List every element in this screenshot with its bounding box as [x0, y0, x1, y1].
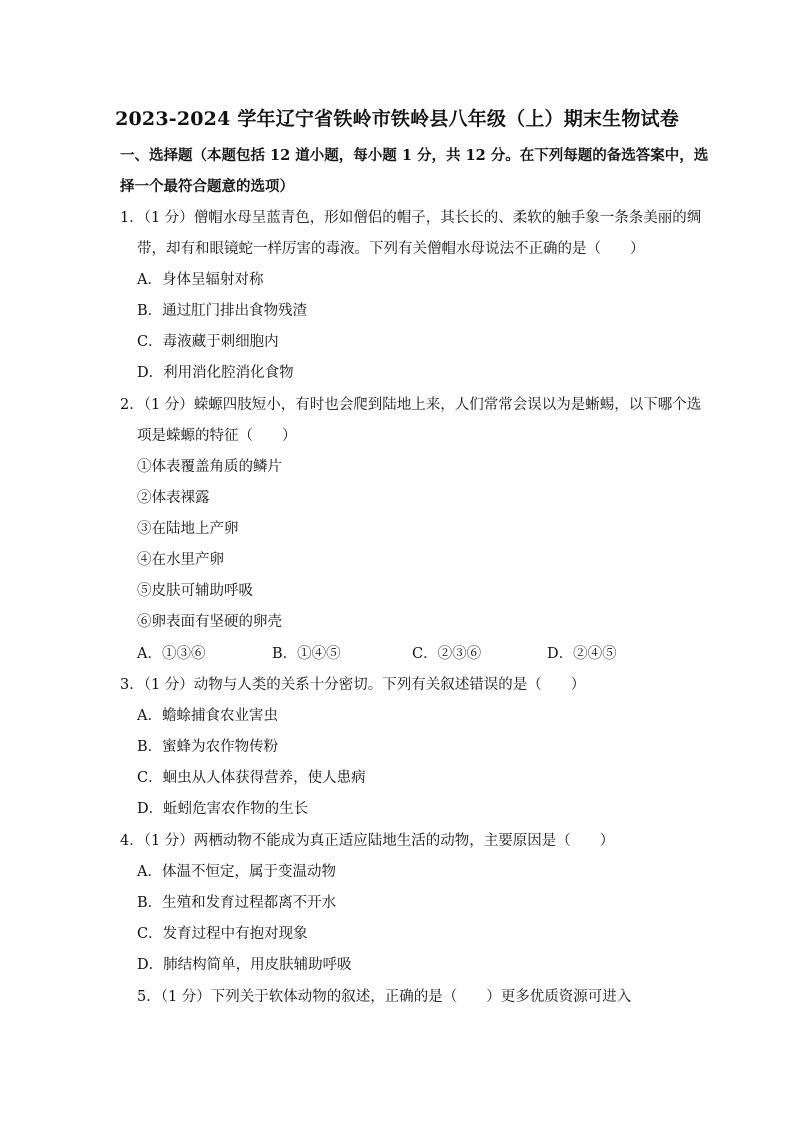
- q4-option-a: A．体温不恒定，属于变温动物: [137, 864, 336, 880]
- q1-option-c: C．毒液藏于刺细胞内: [137, 334, 279, 350]
- q1-option-d: D．利用消化腔消化食物: [137, 365, 294, 381]
- q2-item-4: ④在水里产卵: [137, 552, 224, 568]
- q2-stem-line-2: 项是蝾螈的特征（ ）: [137, 428, 297, 444]
- section-instructions-line-1: 一、选择题（本题包括 12 道小题，每小题 1 分，共 12 分。在下列每题的备选答案中，选: [120, 147, 709, 164]
- q4-option-c: C．发育过程中有抱对现象: [137, 926, 308, 942]
- exam-title: 2023-2024 学年辽宁省铁岭市铁岭县八年级（上）期末生物试卷: [115, 108, 679, 130]
- q1-stem-line-1: 1．（1 分）僧帽水母呈蓝青色，形如僧侣的帽子，其长长的、柔软的触手象一条条美丽的绸: [120, 210, 702, 226]
- q2-option-b: B．①④⑤: [272, 646, 341, 662]
- q2-options-row: [0, 644, 794, 664]
- q2-item-6: ⑥卵表面有坚硬的卵壳: [137, 614, 282, 630]
- q3-stem: 3．（1 分）动物与人类的关系十分密切。下列有关叙述错误的是（ ）: [120, 677, 586, 693]
- q3-option-c: C．蛔虫从人体获得营养，使人患病: [137, 770, 366, 786]
- q2-option-a: A．①③⑥: [137, 646, 206, 662]
- q4-stem: 4．（1 分）两栖动物不能成为真正适应陆地生活的动物，主要原因是（ ）: [120, 833, 615, 849]
- q3-option-d: D．蚯蚓危害农作物的生长: [137, 801, 309, 817]
- q1-option-a: A．身体呈辐射对称: [137, 272, 264, 288]
- q2-item-3: ③在陆地上产卵: [137, 521, 239, 537]
- q2-option-c: C．②③⑥: [412, 646, 482, 662]
- q2-option-d: D．②④⑤: [547, 646, 617, 662]
- q3-option-a: A．蟾蜍捕食农业害虫: [137, 708, 278, 724]
- section-instructions-line-2: 择一个最符合题意的选项）: [120, 178, 294, 195]
- q2-item-1: ①体表覆盖角质的鳞片: [137, 459, 282, 475]
- q2-stem-line-1: 2．（1 分）蝾螈四肢短小，有时也会爬到陆地上来，人们常常会误以为是蜥蜴，以下哪个选: [120, 397, 702, 413]
- q2-item-2: ②体表裸露: [137, 490, 210, 506]
- q5-stem: 5．（1 分）下列关于软体动物的叙述，正确的是（ ）更多优质资源可进入: [137, 989, 632, 1005]
- q4-option-d: D．肺结构简单，用皮肤辅助呼吸: [137, 957, 352, 973]
- q4-option-b: B．生殖和发育过程都离不开水: [137, 895, 337, 911]
- q2-item-5: ⑤皮肤可辅助呼吸: [137, 583, 253, 599]
- q1-stem-line-2: 带，却有和眼镜蛇一样厉害的毒液。下列有关僧帽水母说法不正确的是（ ）: [137, 241, 645, 257]
- q1-option-b: B．通过肛门排出食物残渣: [137, 303, 308, 319]
- q3-option-b: B．蜜蜂为农作物传粉: [137, 739, 279, 755]
